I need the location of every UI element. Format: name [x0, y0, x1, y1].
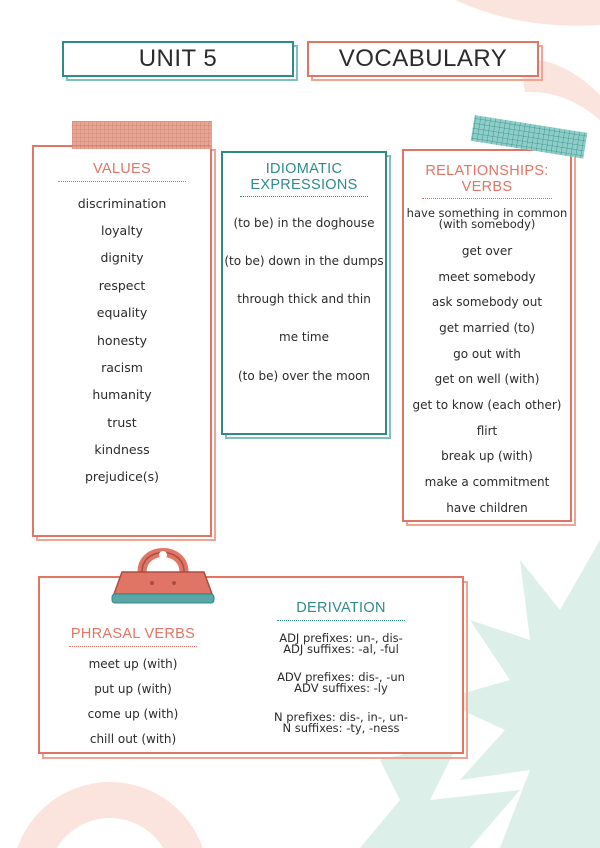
list-item: come up (with) [87, 707, 179, 721]
list-item: discrimination [77, 196, 167, 211]
list-item: make a commitment [424, 475, 550, 489]
unit-title-box [62, 41, 294, 77]
list-item: have children [446, 501, 528, 515]
list-item: loyalty [101, 223, 143, 238]
list-item: put up (with) [94, 682, 172, 696]
list-item: humanity [92, 387, 152, 402]
idioms-card [221, 151, 387, 435]
list-item: (to be) in the doghouse [233, 216, 375, 230]
list-item: break up (with) [441, 449, 533, 463]
list-item: me time [279, 330, 329, 344]
list-item: get to know (each other) [412, 398, 562, 412]
list-item: trust [107, 415, 137, 430]
list-item: respect [98, 278, 146, 293]
list-item: get over [461, 244, 513, 258]
values-title-rule [58, 181, 186, 182]
list-item: dignity [100, 250, 144, 265]
derivation-line: ADJ suffixes: -al, -ful [283, 642, 399, 656]
unit-title: UNIT 5 [138, 45, 218, 72]
list-item: flirt [476, 424, 498, 438]
list-item: ask somebody out [431, 295, 543, 309]
list-item: (with somebody) [438, 217, 536, 231]
list-item: chill out (with) [89, 732, 177, 746]
relationships-title-rule [422, 198, 552, 199]
vocabulary-title-box [307, 41, 539, 77]
derivation-title: DERIVATION [296, 600, 386, 616]
list-item: prejudice(s) [84, 469, 160, 484]
idioms-title-rule [240, 196, 368, 197]
relationships-card [402, 149, 572, 522]
phrasal-verbs-rule [69, 646, 197, 647]
derivation-line: N prefixes: dis-, in-, un- [273, 710, 409, 724]
relationships-title-line2: VERBS [461, 179, 513, 195]
vocabulary-title: VOCABULARY [338, 45, 508, 72]
list-item: meet up (with) [88, 657, 178, 671]
phrasal-verbs-section [58, 626, 208, 746]
list-item: through thick and thin [237, 292, 371, 306]
phrasal-verbs-title: PHRASAL VERBS [70, 626, 196, 642]
list-item: (to be) down in the dumps [224, 254, 384, 268]
relationships-title-line1: RELATIONSHIPS: [425, 163, 549, 179]
derivation-section [266, 600, 416, 750]
derivation-line: ADV prefixes: dis-, -un [277, 670, 405, 684]
list-item: have something in common [406, 206, 568, 220]
values-title: VALUES [93, 161, 151, 177]
list-item: meet somebody [438, 270, 536, 284]
derivation-line: ADJ prefixes: un-, dis- [279, 631, 403, 645]
derivation-line: ADV suffixes: -ly [294, 681, 388, 695]
idioms-title-line2: EXPRESSIONS [250, 177, 358, 193]
derivation-line: N suffixes: -ty, -ness [282, 721, 400, 735]
list-item: racism [101, 360, 143, 375]
list-item: equality [96, 305, 148, 320]
bottom-card [38, 576, 464, 754]
list-item: get married (to) [439, 321, 535, 335]
values-card [32, 145, 212, 537]
idioms-title-line1: IDIOMATIC [265, 161, 343, 177]
list-item: get on well (with) [434, 372, 540, 386]
list-item: (to be) over the moon [237, 369, 371, 383]
list-item: honesty [97, 333, 147, 348]
list-item: kindness [94, 442, 150, 457]
derivation-rule [277, 620, 405, 621]
list-item: go out with [453, 347, 521, 361]
